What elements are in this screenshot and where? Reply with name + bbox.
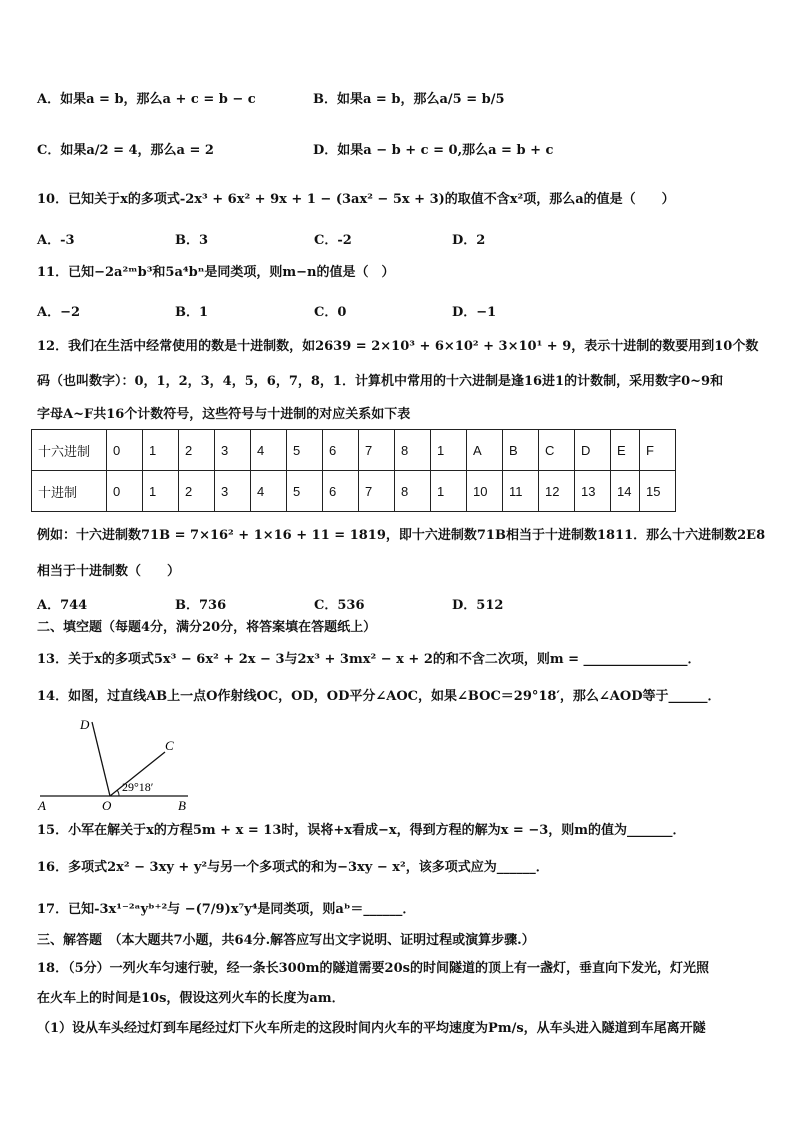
q18-line-2: 在火车上的时间是10s，假设这列火车的长度为am． xyxy=(37,991,345,1006)
table-cell: 8 xyxy=(395,430,431,471)
q9-option-d: D．如果a − b + c = 0,那么a = b + c xyxy=(313,143,554,158)
table-row xyxy=(32,430,676,471)
table-cell: 1 xyxy=(143,471,179,512)
table-cell: 1 xyxy=(431,430,467,471)
table-cell: 6 xyxy=(323,430,359,471)
section-heading-solutions: 三、解答题 （本大题共7小题，共64分.解答应写出文字说明、证明过程或演算步骤.） xyxy=(37,933,535,948)
label-b: B xyxy=(178,798,186,812)
q10-stem: 10．已知关于x的多项式-2x³ + 6x² + 9x + 1 − (3ax² − 5x + 3)的取值不含x²项，那么a的值是（ ） xyxy=(37,192,675,207)
table-cell: A xyxy=(467,430,503,471)
table-cell: 11 xyxy=(503,471,539,512)
table-cell: F xyxy=(640,430,676,471)
q11-option-b: B．1 xyxy=(175,305,209,320)
q18-line-1: 18．（5分）一列火车匀速行驶，经一条长300m的隧道需要20s的时间隧道的顶上有一盏灯，垂直向下发光，灯光照 xyxy=(37,961,709,976)
table-cell: 7 xyxy=(359,471,395,512)
q9-option-c: C．如果a/2 = 4，那么a = 2 xyxy=(37,143,214,158)
table-cell: 6 xyxy=(323,471,359,512)
table-cell: 0 xyxy=(107,471,143,512)
q15-stem: 15．小军在解关于x的方程5m + x = 13时，误将+x看成−x，得到方程的解为x = −3，则m的值为_______． xyxy=(37,823,686,838)
q16-stem: 16．多项式2x² − 3xy + y²与另一个多项式的和为−3xy − x²，该多项式应为______． xyxy=(37,860,549,875)
table-cell: 0 xyxy=(107,430,143,471)
q10-option-b: B．3 xyxy=(175,233,209,248)
label-o: O xyxy=(102,798,112,812)
angle-figure xyxy=(30,712,200,812)
q13-stem: 13．关于x的多项式5x³ − 6x² + 2x − 3与2x³ + 3mx² − x + 2的和不含二次项，则m = ________________． xyxy=(37,652,701,667)
table-cell: B xyxy=(503,430,539,471)
q12-example-line-2: 相当于十进制数（ ） xyxy=(37,564,181,579)
table-cell: 15 xyxy=(640,471,676,512)
q11-option-d: D．−1 xyxy=(452,305,497,320)
table-cell: 2 xyxy=(179,430,215,471)
table-cell: 2 xyxy=(179,471,215,512)
table-cell: 10 xyxy=(467,471,503,512)
angle-arc xyxy=(117,790,119,796)
table-row xyxy=(32,471,676,512)
q12-line-1: 12．我们在生活中经常使用的数是十进制数，如2639 = 2×10³ + 6×10² + 3×10¹ + 9，表示十进制的数要用到10个数 xyxy=(37,339,759,354)
q17-stem: 17．已知-3x¹⁻²ᵃyᵇ⁺²与 −(7/9)x⁷y⁴是同类项，则aᵇ＝______． xyxy=(37,902,416,917)
table-cell: D xyxy=(575,430,611,471)
q14-stem: 14．如图，过直线AB上一点O作射线OC，OD，OD平分∠AOC，如果∠BOC＝29°18′，那么∠AOD等于______． xyxy=(37,689,721,704)
q9-option-a: A．如果a = b，那么a + c = b − c xyxy=(37,92,256,107)
q12-option-d: D．512 xyxy=(452,598,504,613)
table-cell: 13 xyxy=(575,471,611,512)
table-cell: 1 xyxy=(431,471,467,512)
table-cell: 14 xyxy=(611,471,640,512)
q10-option-c: C．-2 xyxy=(314,233,352,248)
q12-option-c: C．536 xyxy=(314,598,365,613)
table-cell: E xyxy=(611,430,640,471)
table-cell: 3 xyxy=(215,471,251,512)
q10-option-a: A．-3 xyxy=(37,233,75,248)
q11-stem: 11．已知−2a²ᵐb³和5a⁴bⁿ是同类项，则m−n的值是（ ） xyxy=(37,265,395,280)
q12-option-a: A．744 xyxy=(37,598,88,613)
q11-option-a: A．−2 xyxy=(37,305,81,320)
q18-line-3: （1）设从车头经过灯到车尾经过灯下火车所走的这段时间内火车的平均速度为Pm/s，从车头进入隧道到车尾离开隧 xyxy=(37,1021,706,1036)
q12-line-3: 字母A~F共16个计数符号，这些符号与十进制的对应关系如下表 xyxy=(37,407,411,422)
label-c: C xyxy=(165,738,174,753)
q10-option-d: D．2 xyxy=(452,233,486,248)
table-cell: 1 xyxy=(143,430,179,471)
table-cell: C xyxy=(539,430,575,471)
section-heading-fill-in: 二、填空题（每题4分，满分20分，将答案填在答题纸上） xyxy=(37,620,377,635)
q12-example-line-1: 例如：十六进制数71B = 7×16² + 1×16 + 11 = 1819，即十六进制数71B相当于十进制数1811．那么十六进制数2E8 xyxy=(37,528,766,543)
ray-od xyxy=(92,722,110,796)
table-cell: 4 xyxy=(251,471,287,512)
table-cell: 8 xyxy=(395,471,431,512)
label-a: A xyxy=(38,798,46,812)
table-cell: 4 xyxy=(251,430,287,471)
table-cell: 5 xyxy=(287,430,323,471)
table-cell: 12 xyxy=(539,471,575,512)
table-cell: 5 xyxy=(287,471,323,512)
row-label-decimal: 十进制 xyxy=(32,471,107,512)
row-label-hex: 十六进制 xyxy=(32,430,107,471)
angle-label: 29°18′ xyxy=(122,780,154,794)
table-cell: 3 xyxy=(215,430,251,471)
q9-option-b: B．如果a = b，那么a/5 = b/5 xyxy=(313,92,505,107)
label-d: D xyxy=(80,717,90,732)
q12-option-b: B．736 xyxy=(175,598,227,613)
q12-line-2: 码（也叫数字）：0，1，2，3，4，5，6，7，8，1．计算机中常用的十六进制是逢16进1的计数制，采用数字0~9和 xyxy=(37,374,724,389)
table-cell: 7 xyxy=(359,430,395,471)
q11-option-c: C．0 xyxy=(314,305,347,320)
hex-decimal-table xyxy=(31,429,676,512)
